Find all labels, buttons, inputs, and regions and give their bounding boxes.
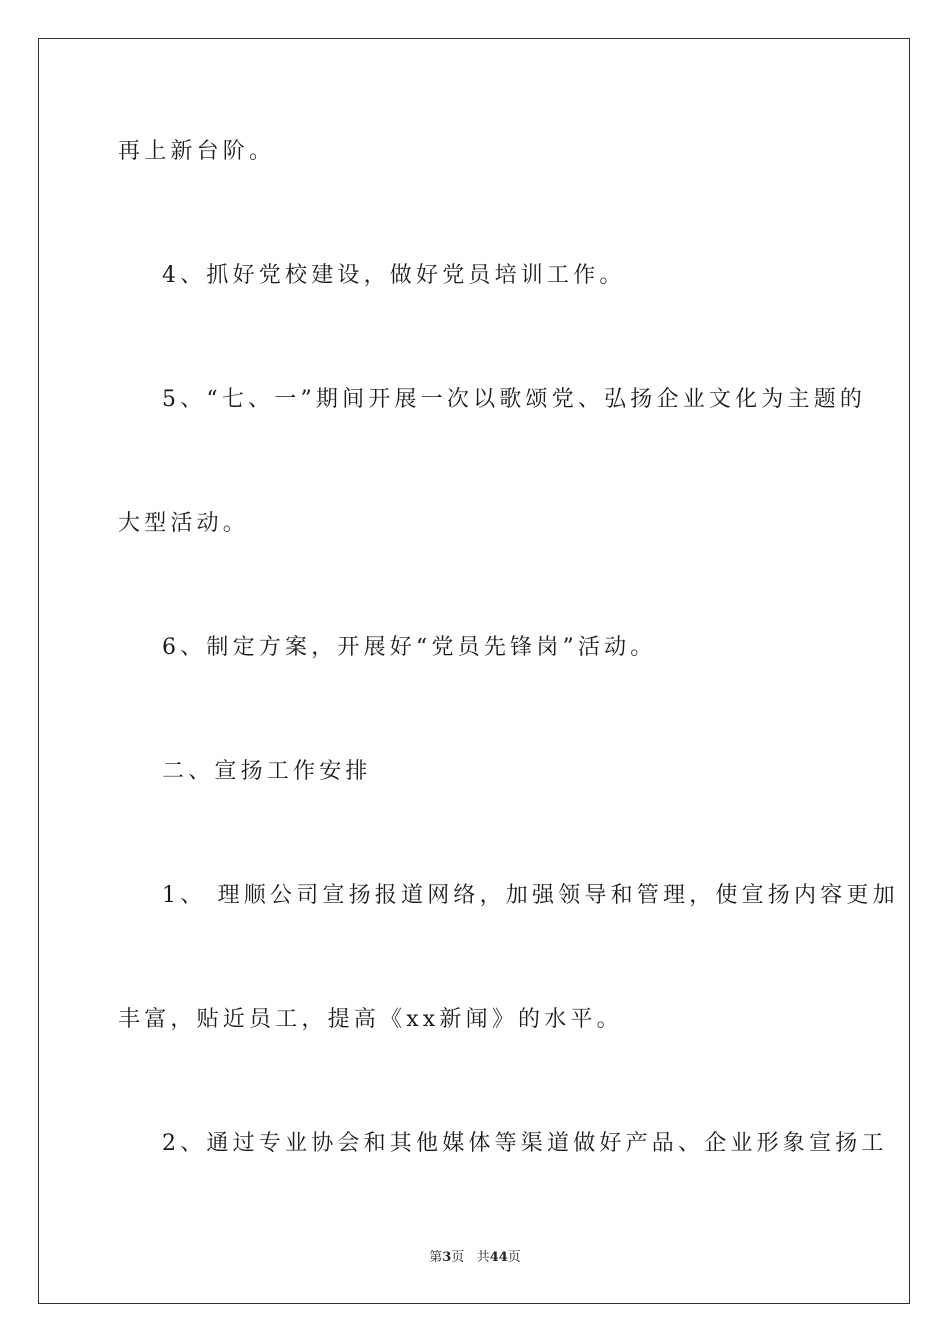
total-label-prefix: 共	[476, 1250, 490, 1265]
total-label-suffix: 页	[507, 1250, 521, 1265]
text-line: 1、 理顺公司宣扬报道网络，加强领导和管理，使宣扬内容更加	[162, 883, 899, 908]
text-line: 丰富，贴近员工，提高《xx新闻》的水平。	[118, 1007, 623, 1032]
page-label-suffix: 页	[451, 1250, 465, 1265]
page-number: 3	[442, 1250, 452, 1265]
text-line: 2、通过专业协会和其他媒体等渠道做好产品、企业形象宣扬工	[162, 1131, 888, 1156]
total-pages: 44	[489, 1250, 508, 1265]
text-line: 再上新台阶。	[118, 139, 276, 164]
text-line: 6、制定方案，开展好“党员先锋岗”活动。	[162, 635, 657, 660]
section-heading: 二、宣扬工作安排	[162, 759, 372, 784]
text-line: 4、抓好党校建设，做好党员培训工作。	[162, 263, 626, 288]
page-label-prefix: 第	[429, 1250, 443, 1265]
text-line: 大型活动。	[118, 511, 250, 536]
text-line: 5、“七、一”期间开展一次以歌颂党、弘扬企业文化为主题的	[162, 387, 867, 412]
page-footer	[0, 1246, 950, 1265]
page-frame	[38, 38, 910, 1304]
